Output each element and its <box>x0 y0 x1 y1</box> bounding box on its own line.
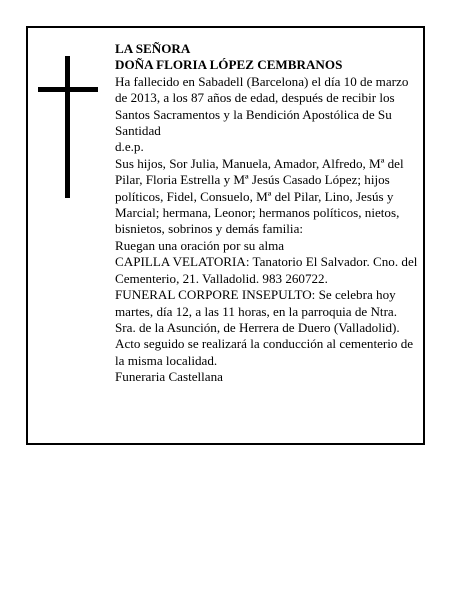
death-info: Ha fallecido en Sabadell (Barcelona) el día 10 de marzo de 2013, a los 87 años de edad, después de recibir los Santos Sacramentos y la Bendición Apostólica de Su Santidad <box>115 73 409 139</box>
family-list: Sus hijos, Sor Julia, Manuela, Amador, Alfredo, Mª del Pilar, Floria Estrella y Mª Jesús Casado López; hijos políticos, Fidel, Consuelo, Mª del Pilar, Lino, Jesús y Marcial; hermana, Leonor; hermanos políticos, nietos, bisnietos, sobrinos y demás familia: <box>115 155 404 237</box>
notice-title: LA SEÑORA <box>115 41 191 56</box>
chapel-info: CAPILLA VELATORIA: Tanatorio El Salvador. Cno. del Cementerio, 21. Valladolid. 983 260722. <box>115 254 418 286</box>
dep-text: d.e.p. <box>115 139 144 155</box>
funeral-home: Funeraria Castellana <box>115 369 223 385</box>
obituary-notice <box>26 26 425 445</box>
prayer-request: Ruegan una oración por su alma <box>115 237 285 253</box>
cross-icon <box>38 56 98 198</box>
notice-text <box>115 41 420 386</box>
funeral-info: FUNERAL CORPORE INSEPULTO: Se celebra hoy martes, día 12, a las 11 horas, en la parroquia de Ntra. Sra. de la Asunción, de Herrera de Duero (Valladolid). Acto seguido se realizará la conducción al cementerio de la misma localidad. <box>115 287 414 368</box>
deceased-name: DOÑA FLORIA LÓPEZ CEMBRANOS <box>115 57 343 73</box>
